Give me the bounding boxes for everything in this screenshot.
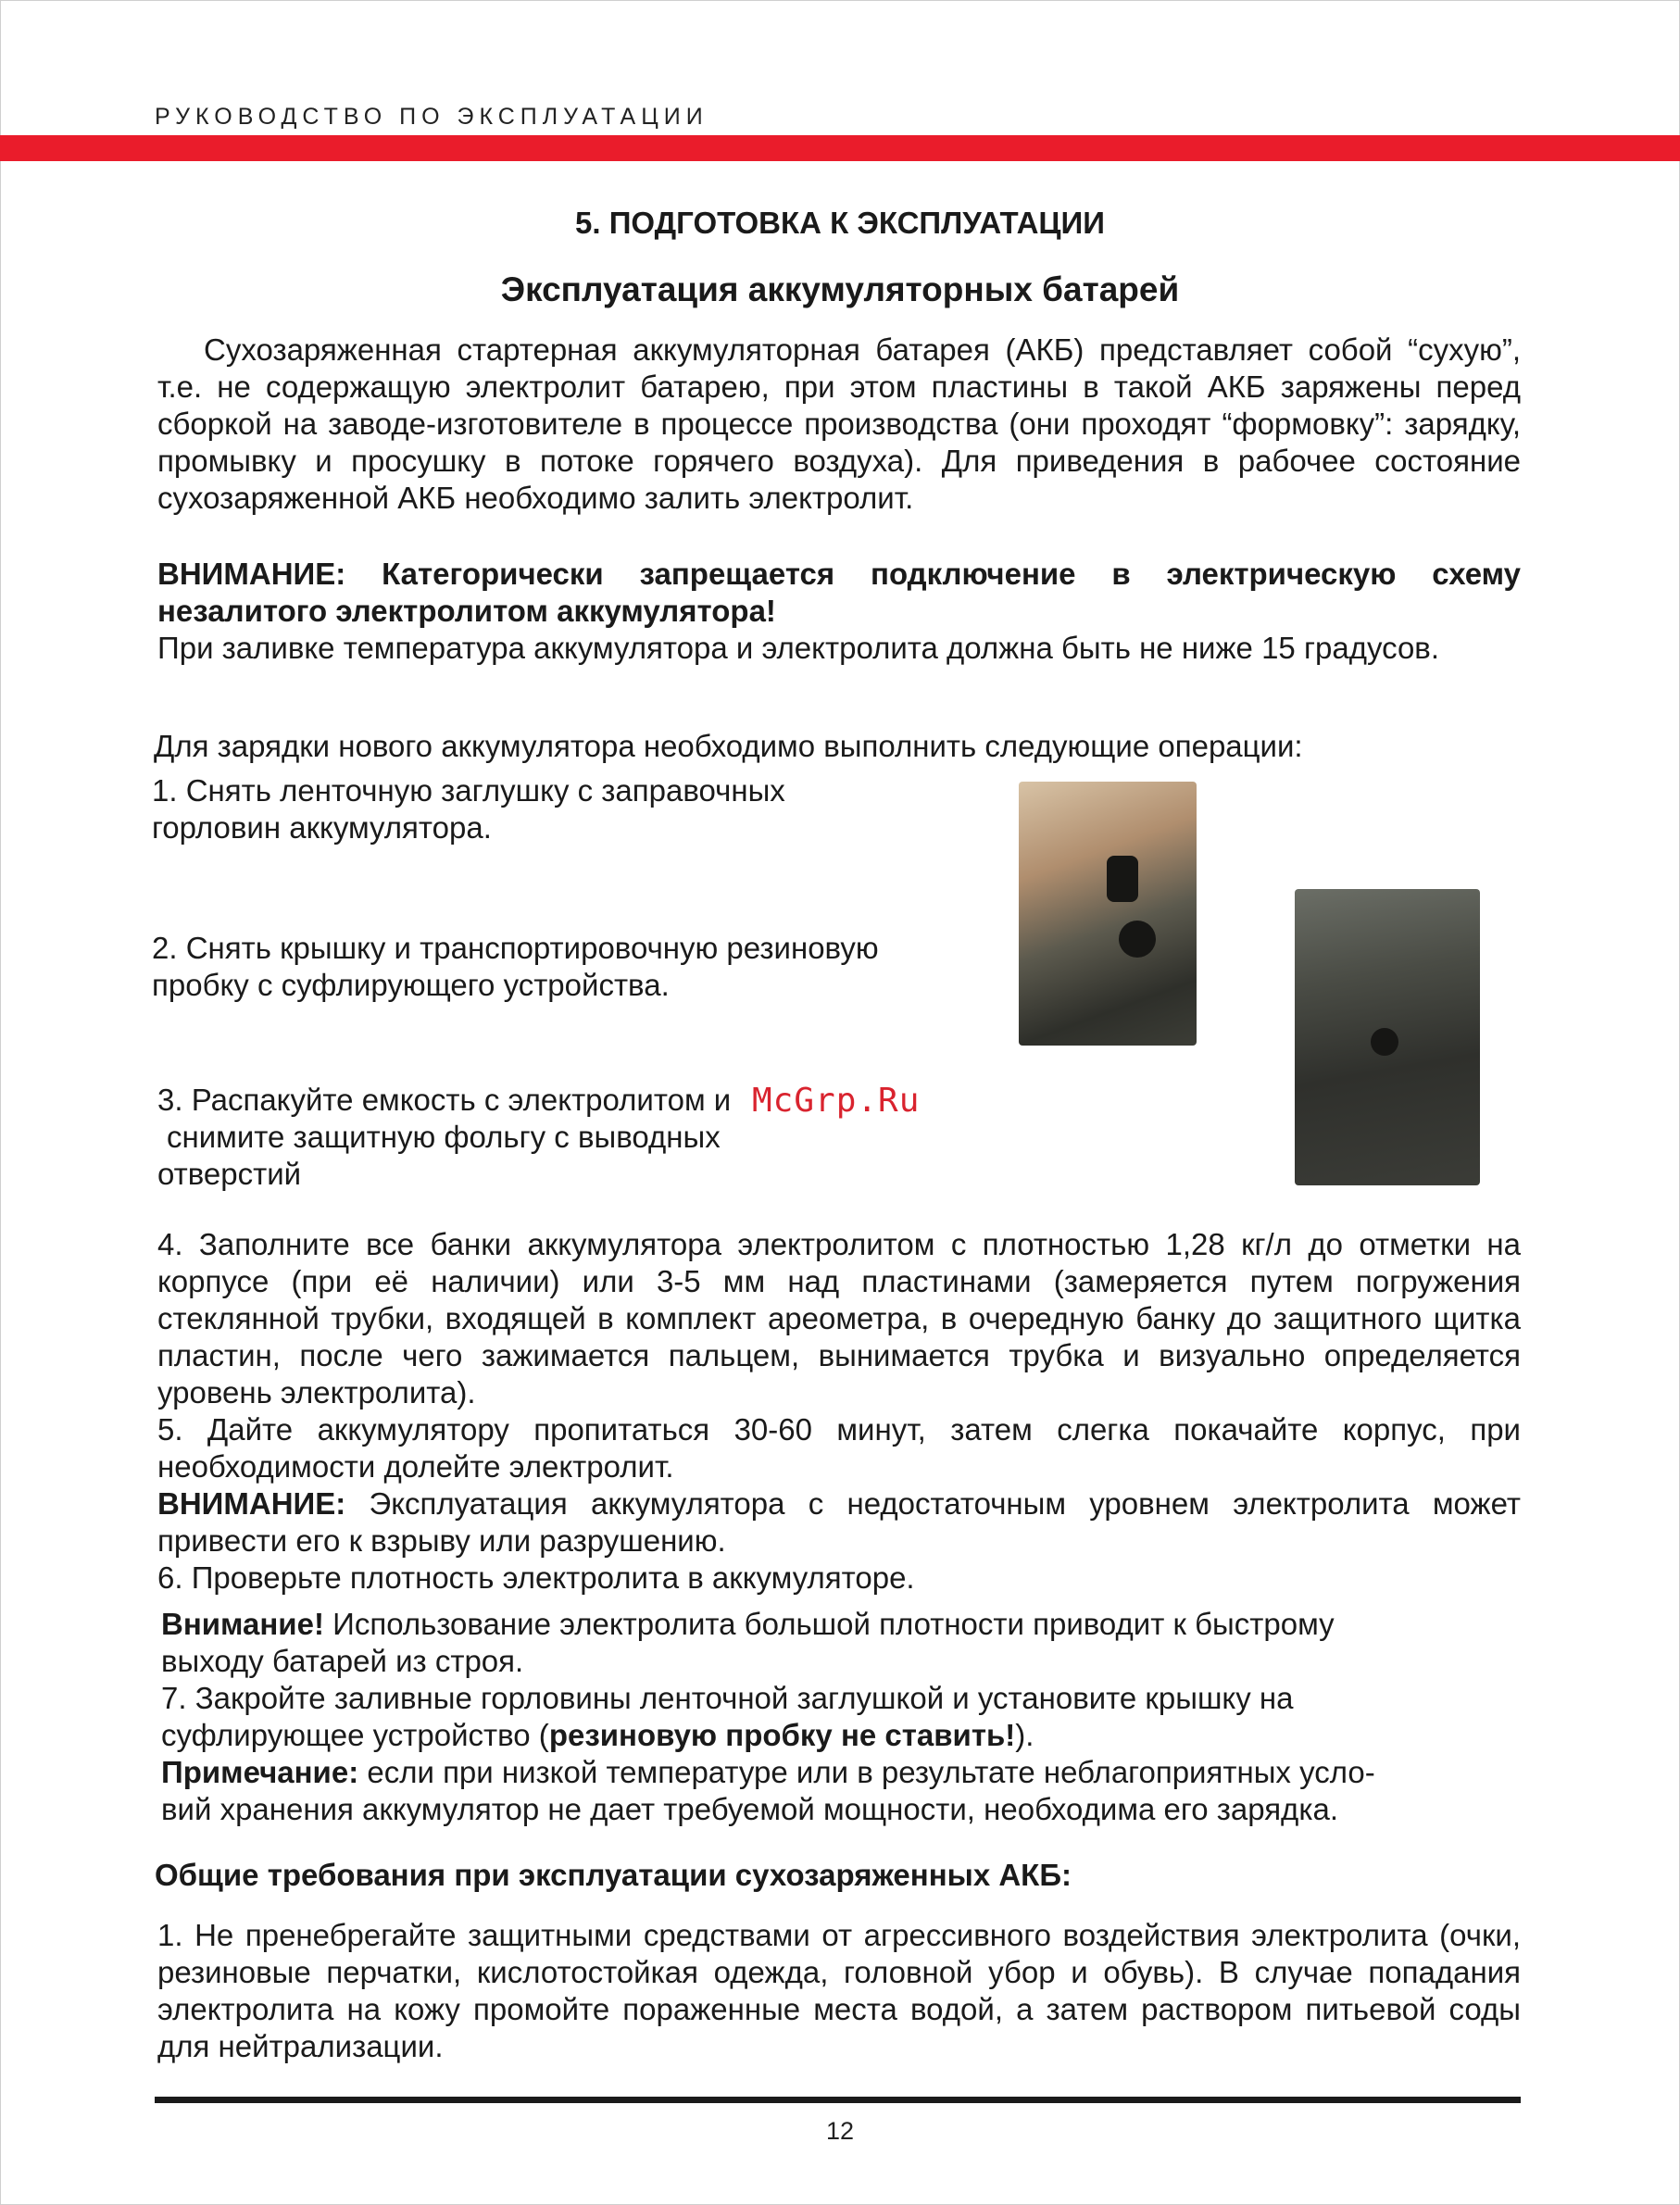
note-label: Примечание: xyxy=(161,1755,359,1789)
step-1: 1. Снять ленточную заглушку с заправочных горловин аккумулятора. xyxy=(152,773,785,845)
step-7-line-2-pre: суфлирующее устройство ( xyxy=(161,1718,549,1752)
footer-rule xyxy=(155,2097,1521,2103)
warning-paragraph: ВНИМАНИЕ: Категорически запрещается подключение в электрическую схему незалитого электролитом аккумулятора! xyxy=(157,557,1521,628)
subtitle: Эксплуатация аккумуляторных батарей xyxy=(500,270,1180,308)
running-header: РУКОВОДСТВО ПО ЭКСПЛУАТАЦИИ xyxy=(155,104,708,130)
watermark: McGrp.Ru xyxy=(752,1082,921,1120)
step-5: 5. Дайте аккумулятору пропитаться 30-60 минут, затем слегка покачайте корпус, при необходимости долейте электролит. xyxy=(157,1412,1521,1484)
warning-2 xyxy=(157,1485,1521,1560)
page-number: 12 xyxy=(825,2117,855,2145)
section-title: 5. ПОДГОТОВКА К ЭКСПЛУАТАЦИИ xyxy=(575,206,1105,240)
battery-photo-tape-removal xyxy=(1019,782,1197,1046)
step-7-line-2-post: ). xyxy=(1015,1718,1034,1752)
vent-hole xyxy=(1371,1028,1398,1056)
step-7-line-2 xyxy=(161,1717,1034,1754)
step-4: 4. Заполните все банки аккумулятора электролитом с плотностью 1,28 кг/л до отметки на корпусе (при её наличии) или 3-5 мм над пластинами (замеряется путем погружения стеклянной трубки, входящей в комплект ареометра, в очередную банку до защитного щитка пластин, после чего зажимается пальцем, вынимается трубка и визуально определяется уровень электролита). xyxy=(157,1227,1521,1409)
filler-hole xyxy=(1119,921,1156,958)
temperature-note: При заливке температура аккумулятора и электролита должна быть не ниже 15 градусов. xyxy=(157,631,1440,665)
steps-intro: Для зарядки нового аккумулятора необходимо выполнить следующие операции: xyxy=(154,729,1303,763)
warning-2-label: ВНИМАНИЕ: xyxy=(157,1486,346,1521)
step-7-bold: резиновую пробку не ставить! xyxy=(548,1718,1016,1752)
battery-photo-plug-removal xyxy=(1295,889,1480,1185)
note-text: если при низкой температуре или в результате неблагоприятных усло- xyxy=(358,1755,1375,1789)
general-requirements-title: Общие требования при эксплуатации сухозаряженных АКБ: xyxy=(155,1858,1072,1892)
intro-paragraph: Сухозаряженная стартерная аккумуляторная батарея (АКБ) представляет собой “сухую”, т.е. не содержащую электролит батарею, при этом пластины в такой АКБ заряжены перед сборкой на заводе-изготовителе в процессе производства (они проходят “формовку”: зарядку, промывку и просушку в потоке горячего воздуха). Для приведения в рабочее состояние сухозаряженной АКБ необходимо залить электролит. xyxy=(157,332,1521,515)
warning-2-text: Эксплуатация аккумулятора с недостаточным уровнем электролита может привести его к взрыву или разрушению. xyxy=(157,1486,1521,1558)
note-line-2: вий хранения аккумулятор не дает требуемой мощности, необходима его зарядка. xyxy=(161,1792,1338,1826)
step-6: 6. Проверьте плотность электролита в аккумуляторе. xyxy=(157,1560,915,1595)
attention-text: Использование электролита большой плотности приводит к быстрому xyxy=(323,1607,1335,1641)
step-3-line-1: 3. Распакуйте емкость с электролитом и xyxy=(157,1083,732,1117)
note-line-1 xyxy=(161,1754,1375,1791)
step-3-line-2: снимите защитную фольгу с выводных xyxy=(167,1120,721,1154)
general-requirement-1: 1. Не пренебрегайте защитными средствами от агрессивного воздействия электролита (очки, резиновые перчатки, кислотостойкая одежда, головной убор и обувь). В случае попадания электролита на кожу промойте пораженные места водой, а затем раствором питьевой соды для нейтрализации. xyxy=(157,1918,1521,2063)
header-red-band xyxy=(0,135,1680,161)
rubber-plug xyxy=(1107,856,1138,902)
step-2: 2. Снять крышку и транспортировочную резиновую пробку с суфлирующего устройства. xyxy=(152,931,879,1002)
step-3-line-3: отверстий xyxy=(157,1157,302,1191)
attention-line-2: выходу батарей из строя. xyxy=(161,1644,524,1678)
attention-line-1 xyxy=(161,1606,1335,1643)
step-7-line-1: 7. Закройте заливные горловины ленточной заглушкой и установите крышку на xyxy=(161,1681,1294,1715)
attention-label: Внимание! xyxy=(161,1607,324,1641)
